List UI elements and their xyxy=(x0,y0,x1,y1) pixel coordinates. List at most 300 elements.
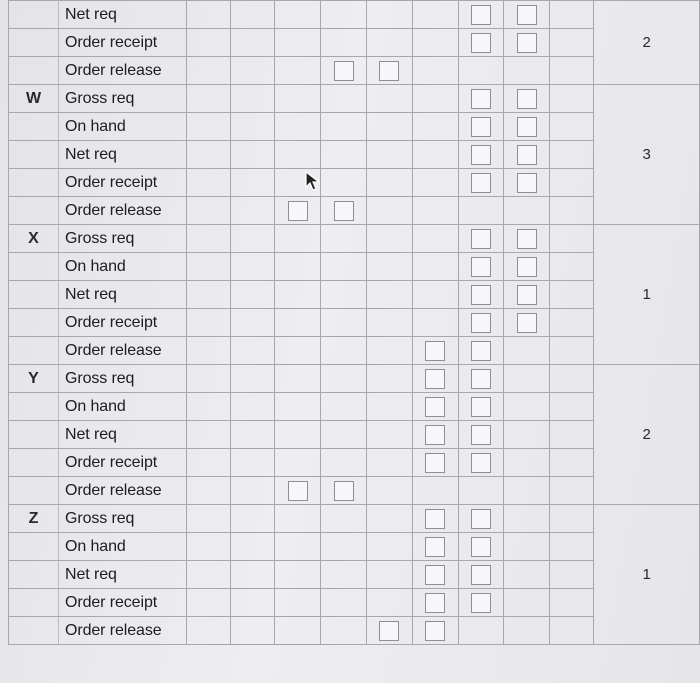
period-cell xyxy=(366,85,412,113)
period-cell xyxy=(550,617,594,645)
period-cell xyxy=(275,393,321,421)
period-cell xyxy=(231,113,275,141)
answer-input-box[interactable] xyxy=(517,89,537,109)
period-cell xyxy=(412,477,458,505)
answer-input-box[interactable] xyxy=(425,369,445,389)
period-cell xyxy=(321,113,367,141)
row-label: Gross req xyxy=(59,225,187,253)
period-cell xyxy=(458,57,504,85)
period-cell xyxy=(412,141,458,169)
period-cell xyxy=(275,113,321,141)
period-cell xyxy=(186,561,230,589)
item-cell xyxy=(9,113,59,141)
period-cell xyxy=(412,337,458,365)
period-cell xyxy=(186,113,230,141)
period-cell xyxy=(366,449,412,477)
period-cell xyxy=(275,57,321,85)
period-cell xyxy=(275,309,321,337)
row-label: Order release xyxy=(59,197,187,225)
period-cell xyxy=(366,57,412,85)
period-cell xyxy=(412,421,458,449)
period-cell xyxy=(321,393,367,421)
period-cell xyxy=(412,449,458,477)
period-cell xyxy=(458,141,504,169)
period-cell xyxy=(321,85,367,113)
answer-input-box[interactable] xyxy=(471,117,491,137)
answer-input-box[interactable] xyxy=(517,257,537,277)
period-cell xyxy=(458,29,504,57)
period-cell xyxy=(504,197,550,225)
answer-input-box[interactable] xyxy=(471,5,491,25)
period-cell xyxy=(458,85,504,113)
period-cell xyxy=(412,85,458,113)
period-cell xyxy=(458,197,504,225)
answer-input-box[interactable] xyxy=(425,453,445,473)
period-cell xyxy=(550,337,594,365)
row-label: Order receipt xyxy=(59,169,187,197)
period-cell xyxy=(458,113,504,141)
item-cell xyxy=(9,57,59,85)
period-cell xyxy=(231,225,275,253)
period-cell xyxy=(504,225,550,253)
answer-input-box[interactable] xyxy=(471,341,491,361)
period-cell xyxy=(550,477,594,505)
period-cell xyxy=(504,589,550,617)
answer-input-box[interactable] xyxy=(471,565,491,585)
period-cell xyxy=(550,225,594,253)
period-cell xyxy=(186,85,230,113)
period-cell xyxy=(231,393,275,421)
item-cell xyxy=(9,449,59,477)
period-cell xyxy=(366,477,412,505)
period-cell xyxy=(186,477,230,505)
period-cell xyxy=(186,533,230,561)
answer-input-box[interactable] xyxy=(517,33,537,53)
period-cell xyxy=(412,113,458,141)
period-cell xyxy=(412,253,458,281)
answer-input-box[interactable] xyxy=(471,173,491,193)
period-cell xyxy=(504,141,550,169)
answer-input-box[interactable] xyxy=(379,621,399,641)
period-cell xyxy=(321,533,367,561)
period-cell xyxy=(321,253,367,281)
period-cell xyxy=(231,309,275,337)
period-cell xyxy=(366,29,412,57)
period-cell xyxy=(231,57,275,85)
period-cell xyxy=(231,169,275,197)
row-label: Net req xyxy=(59,561,187,589)
period-cell xyxy=(550,85,594,113)
period-cell xyxy=(321,225,367,253)
period-cell xyxy=(550,281,594,309)
period-cell xyxy=(275,29,321,57)
period-cell xyxy=(231,1,275,29)
period-cell xyxy=(275,421,321,449)
period-cell xyxy=(186,1,230,29)
period-cell xyxy=(550,57,594,85)
period-cell xyxy=(231,337,275,365)
period-cell xyxy=(504,477,550,505)
period-cell xyxy=(366,309,412,337)
answer-input-box[interactable] xyxy=(471,313,491,333)
period-cell xyxy=(458,1,504,29)
period-cell xyxy=(186,589,230,617)
period-cell xyxy=(231,29,275,57)
row-label: Order release xyxy=(59,57,187,85)
period-cell xyxy=(550,421,594,449)
table-row xyxy=(9,1,700,29)
period-cell xyxy=(275,365,321,393)
period-cell xyxy=(458,589,504,617)
period-cell xyxy=(504,365,550,393)
period-cell xyxy=(231,589,275,617)
period-cell xyxy=(275,337,321,365)
period-cell xyxy=(412,505,458,533)
period-cell xyxy=(321,169,367,197)
period-cell xyxy=(550,365,594,393)
lead-time-cell: 2 xyxy=(594,1,700,85)
period-cell xyxy=(186,421,230,449)
period-cell xyxy=(321,365,367,393)
row-label: Order release xyxy=(59,617,187,645)
row-label: On hand xyxy=(59,113,187,141)
item-cell xyxy=(9,253,59,281)
period-cell xyxy=(504,253,550,281)
period-cell xyxy=(458,169,504,197)
period-cell xyxy=(275,281,321,309)
period-cell xyxy=(231,197,275,225)
period-cell xyxy=(458,617,504,645)
period-cell xyxy=(412,561,458,589)
period-cell xyxy=(504,169,550,197)
period-cell xyxy=(504,617,550,645)
lead-time-cell: 2 xyxy=(594,365,700,505)
item-cell xyxy=(9,169,59,197)
period-cell xyxy=(550,141,594,169)
answer-input-box[interactable] xyxy=(517,145,537,165)
period-cell xyxy=(231,617,275,645)
period-cell xyxy=(366,225,412,253)
period-cell xyxy=(412,197,458,225)
answer-input-box[interactable] xyxy=(334,201,354,221)
period-cell xyxy=(186,141,230,169)
period-cell xyxy=(275,85,321,113)
period-cell xyxy=(231,421,275,449)
period-cell xyxy=(275,589,321,617)
period-cell xyxy=(321,421,367,449)
period-cell xyxy=(550,505,594,533)
row-label: On hand xyxy=(59,253,187,281)
period-cell xyxy=(504,1,550,29)
period-cell xyxy=(550,1,594,29)
item-cell xyxy=(9,1,59,29)
answer-input-box[interactable] xyxy=(288,481,308,501)
period-cell xyxy=(231,141,275,169)
period-cell xyxy=(186,169,230,197)
answer-input-box[interactable] xyxy=(471,537,491,557)
period-cell xyxy=(412,617,458,645)
item-cell xyxy=(9,309,59,337)
period-cell xyxy=(550,449,594,477)
period-cell xyxy=(321,141,367,169)
period-cell xyxy=(458,421,504,449)
period-cell xyxy=(550,309,594,337)
period-cell xyxy=(366,589,412,617)
period-cell xyxy=(458,477,504,505)
period-cell xyxy=(504,561,550,589)
period-cell xyxy=(231,533,275,561)
answer-input-box[interactable] xyxy=(379,61,399,81)
period-cell xyxy=(366,421,412,449)
period-cell xyxy=(321,337,367,365)
mrp-table xyxy=(8,0,700,645)
period-cell xyxy=(231,505,275,533)
item-cell xyxy=(9,421,59,449)
period-cell xyxy=(186,29,230,57)
period-cell xyxy=(321,477,367,505)
item-cell xyxy=(9,589,59,617)
period-cell xyxy=(186,225,230,253)
period-cell xyxy=(186,309,230,337)
item-cell: X xyxy=(9,225,59,253)
period-cell xyxy=(186,617,230,645)
answer-input-box[interactable] xyxy=(425,593,445,613)
answer-input-box[interactable] xyxy=(471,257,491,277)
period-cell xyxy=(231,85,275,113)
lead-time-cell: 3 xyxy=(594,85,700,225)
period-cell xyxy=(275,533,321,561)
period-cell xyxy=(231,449,275,477)
row-label: Net req xyxy=(59,281,187,309)
item-cell xyxy=(9,617,59,645)
period-cell xyxy=(186,505,230,533)
answer-input-box[interactable] xyxy=(334,481,354,501)
answer-input-box[interactable] xyxy=(425,621,445,641)
item-cell xyxy=(9,281,59,309)
row-label: Order receipt xyxy=(59,29,187,57)
item-cell: Y xyxy=(9,365,59,393)
period-cell xyxy=(550,393,594,421)
period-cell xyxy=(275,253,321,281)
answer-input-box[interactable] xyxy=(517,229,537,249)
period-cell xyxy=(412,29,458,57)
period-cell xyxy=(366,169,412,197)
period-cell xyxy=(275,1,321,29)
answer-input-box[interactable] xyxy=(517,173,537,193)
period-cell xyxy=(458,281,504,309)
period-cell xyxy=(186,57,230,85)
answer-input-box[interactable] xyxy=(471,425,491,445)
period-cell xyxy=(275,561,321,589)
item-cell: W xyxy=(9,85,59,113)
period-cell xyxy=(186,281,230,309)
period-cell xyxy=(550,561,594,589)
answer-input-box[interactable] xyxy=(471,453,491,473)
table-row xyxy=(9,85,700,113)
answer-input-box[interactable] xyxy=(425,341,445,361)
answer-input-box[interactable] xyxy=(471,285,491,305)
period-cell xyxy=(321,505,367,533)
period-cell xyxy=(321,281,367,309)
answer-input-box[interactable] xyxy=(471,145,491,165)
period-cell xyxy=(458,253,504,281)
period-cell xyxy=(504,85,550,113)
period-cell xyxy=(366,113,412,141)
row-label: Order receipt xyxy=(59,589,187,617)
period-cell xyxy=(275,617,321,645)
period-cell xyxy=(186,365,230,393)
row-label: Gross req xyxy=(59,505,187,533)
answer-input-box[interactable] xyxy=(471,593,491,613)
period-cell xyxy=(504,113,550,141)
period-cell xyxy=(458,561,504,589)
answer-input-box[interactable] xyxy=(425,537,445,557)
period-cell xyxy=(366,141,412,169)
item-cell xyxy=(9,533,59,561)
period-cell xyxy=(366,365,412,393)
answer-input-box[interactable] xyxy=(425,565,445,585)
period-cell xyxy=(504,505,550,533)
period-cell xyxy=(504,281,550,309)
period-cell xyxy=(366,253,412,281)
answer-input-box[interactable] xyxy=(471,369,491,389)
period-cell xyxy=(504,29,550,57)
answer-input-box[interactable] xyxy=(517,5,537,25)
answer-input-box[interactable] xyxy=(471,89,491,109)
item-cell xyxy=(9,197,59,225)
period-cell xyxy=(366,1,412,29)
row-label: Order release xyxy=(59,337,187,365)
row-label: On hand xyxy=(59,393,187,421)
period-cell xyxy=(458,365,504,393)
item-cell xyxy=(9,337,59,365)
item-cell xyxy=(9,561,59,589)
period-cell xyxy=(366,393,412,421)
period-cell xyxy=(550,169,594,197)
period-cell xyxy=(321,617,367,645)
mouse-cursor-icon xyxy=(305,171,321,191)
answer-input-box[interactable] xyxy=(517,313,537,333)
period-cell xyxy=(504,449,550,477)
period-cell xyxy=(412,309,458,337)
period-cell xyxy=(231,477,275,505)
period-cell xyxy=(321,309,367,337)
period-cell xyxy=(412,169,458,197)
period-cell xyxy=(550,533,594,561)
period-cell xyxy=(504,421,550,449)
row-label: Net req xyxy=(59,421,187,449)
period-cell xyxy=(275,477,321,505)
table-row xyxy=(9,225,700,253)
period-cell xyxy=(412,533,458,561)
period-cell xyxy=(412,1,458,29)
period-cell xyxy=(550,197,594,225)
period-cell xyxy=(504,393,550,421)
answer-input-box[interactable] xyxy=(471,509,491,529)
period-cell xyxy=(231,365,275,393)
period-cell xyxy=(321,561,367,589)
period-cell xyxy=(504,337,550,365)
period-cell xyxy=(321,197,367,225)
lead-time-cell: 1 xyxy=(594,505,700,645)
period-cell xyxy=(186,449,230,477)
period-cell xyxy=(275,225,321,253)
answer-input-box[interactable] xyxy=(471,33,491,53)
period-cell xyxy=(366,337,412,365)
period-cell xyxy=(412,589,458,617)
row-label: On hand xyxy=(59,533,187,561)
period-cell xyxy=(186,197,230,225)
period-cell xyxy=(458,533,504,561)
period-cell xyxy=(366,281,412,309)
answer-input-box[interactable] xyxy=(425,425,445,445)
row-label: Order receipt xyxy=(59,449,187,477)
period-cell xyxy=(458,309,504,337)
period-cell xyxy=(275,141,321,169)
period-cell xyxy=(321,589,367,617)
period-cell xyxy=(231,281,275,309)
row-label: Gross req xyxy=(59,85,187,113)
period-cell xyxy=(275,505,321,533)
period-cell xyxy=(458,449,504,477)
period-cell xyxy=(550,253,594,281)
item-cell xyxy=(9,141,59,169)
period-cell xyxy=(186,337,230,365)
period-cell xyxy=(412,393,458,421)
period-cell xyxy=(458,337,504,365)
period-cell xyxy=(412,281,458,309)
answer-input-box[interactable] xyxy=(288,201,308,221)
row-label: Gross req xyxy=(59,365,187,393)
period-cell xyxy=(550,113,594,141)
lead-time-cell: 1 xyxy=(594,225,700,365)
row-label: Order receipt xyxy=(59,309,187,337)
period-cell xyxy=(504,533,550,561)
period-cell xyxy=(412,225,458,253)
period-cell xyxy=(275,197,321,225)
period-cell xyxy=(231,561,275,589)
answer-input-box[interactable] xyxy=(471,397,491,417)
item-cell xyxy=(9,393,59,421)
period-cell xyxy=(321,1,367,29)
period-cell xyxy=(366,197,412,225)
row-label: Order release xyxy=(59,477,187,505)
period-cell xyxy=(504,309,550,337)
answer-input-box[interactable] xyxy=(425,397,445,417)
answer-input-box[interactable] xyxy=(517,117,537,137)
answer-input-box[interactable] xyxy=(334,61,354,81)
row-label: Net req xyxy=(59,141,187,169)
answer-input-box[interactable] xyxy=(471,229,491,249)
item-cell xyxy=(9,477,59,505)
answer-input-box[interactable] xyxy=(517,285,537,305)
period-cell xyxy=(321,57,367,85)
period-cell xyxy=(366,533,412,561)
period-cell xyxy=(458,393,504,421)
table-row xyxy=(9,365,700,393)
period-cell xyxy=(186,253,230,281)
row-label: Net req xyxy=(59,1,187,29)
answer-input-box[interactable] xyxy=(425,509,445,529)
period-cell xyxy=(550,589,594,617)
period-cell xyxy=(412,365,458,393)
period-cell xyxy=(186,393,230,421)
period-cell xyxy=(231,253,275,281)
item-cell xyxy=(9,29,59,57)
period-cell xyxy=(275,449,321,477)
item-cell: Z xyxy=(9,505,59,533)
period-cell xyxy=(550,29,594,57)
